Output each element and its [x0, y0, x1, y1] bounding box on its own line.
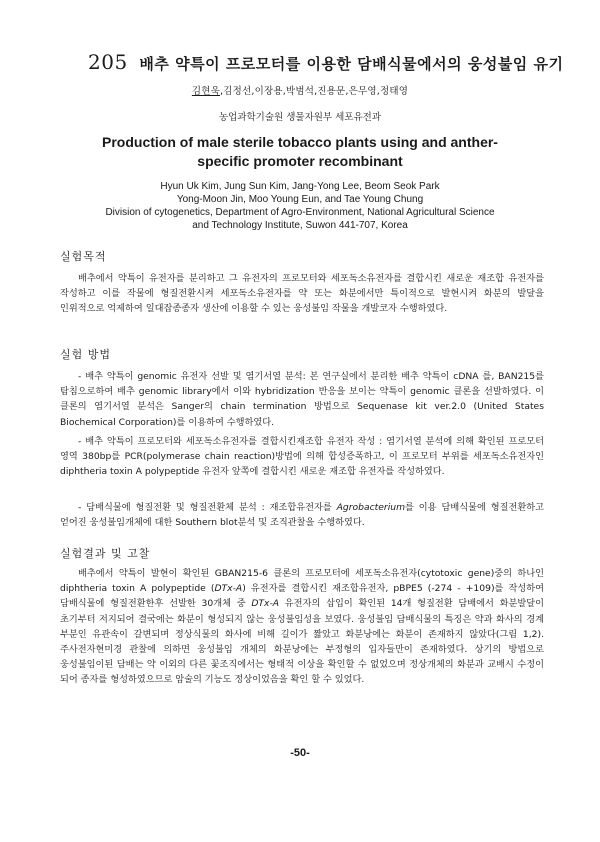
other-authors-kr: ,김정선,이장용,박범석,진용문,은무영,정태영	[220, 86, 409, 97]
results-italic-2: DTx-A	[251, 598, 280, 610]
methods-3-text-a: - 담배식물에 형질전환 및 형질전환체 분석 : 재조합유전자를	[78, 502, 337, 513]
english-affiliation-line1: Division of cytogenetics, Department of Agro-Environment, National Agricultural Science	[105, 207, 495, 218]
methods-paragraph-1: - 배추 약특이 genomic 유전자 선발 및 염기서열 분석: 본 연구실에서 분리한 배추 약특이 cDNA 를, BAN215를 탐침으로하여 배추 genomic library에서 이와 hybridization 반응을 보이는 약특이 genomic 클론을 선발하였다. 이 클론의 염기서열 분석은 Sanger의 chain termination 방법으로 Sequenase kit ver.2.0 (United States Biochemical Corporation)를 이용하여 수행하였다.	[60, 371, 544, 428]
results-text-3: 유전자의 삽입이 확인된 14개 형질전환 담배에서 화분발달이 초기부터 저지되어 결국에는 화분이 형성되지 않는 웅성불임성을 보였다. 웅성불임 담배식물의 특징은 약과 화사의 경계 부분인 유관속이 갈변되며 정상식물의 화사에 비해 길이가 짧았고 화분낭에는 화분이 존재하지 않았다(그림 1,2). 주사전자현미경 관찰에 의하면 웅성불임 개체의 화분낭에는 부정형의 입자들만이 존재하였다. 상기의 방법으로 웅성불임이된 담배는 약 이외의 다른 꽃조직에서는 형태적 이상을 확인할 수 없었으며 정상개체의 화분과 교배시 수정이 되어 종자를 형성하였으므로 암술의 기능도 정상이었음을 확인 할 수 있었다.	[60, 598, 545, 686]
abstract-number: 205	[88, 50, 128, 74]
korean-title	[88, 50, 564, 74]
korean-title-text: 배추 약특이 프로모터를 이용한 담배식물에서의 웅성불임 유기	[139, 55, 564, 73]
methods-paragraph-2: - 배추 약특이 프로모터와 세포독소유전자를 결합시킨재조합 유전자 작성 : 염기서열 분석에 의해 확인된 프로모터 영역 380bp를 PCR(polymerase chain reaction)방법에 의해 합성증폭하고, 이 프로모터 부위를 세포독소유전자인 diphtheria toxin A polypeptide 유전자 앞쪽에 결합시킨 새로운 재조합 유전자를 작성하였다.	[60, 436, 544, 478]
methods-paragraph-3	[60, 500, 544, 530]
results-text-1: 배추에서 약특이 발현이 확인된 GBAN215-6 클론의 프로모터에 세포독소유전자(cytotoxic gene)중의 하나인 diphtheria toxin A polypeptide (	[60, 568, 544, 595]
english-authors-line2: Yong-Moon Jin, Moo Young Eun, and Tae Young Chung	[176, 194, 424, 205]
english-affiliation-line2: and Technology Institute, Suwon 441-707, Korea	[192, 220, 408, 231]
english-title: Production of male sterile tobacco plants using and anther-specific promoter recombinant	[102, 134, 498, 169]
korean-authors	[0, 83, 600, 97]
english-authors-affiliation	[60, 180, 540, 232]
methods-3-text-b: 를 이용 담배식물에 형질전환하고 얻어진 웅성불임개체에 대한 Southern blot분석 및 조직관찰을 수행하였다.	[60, 502, 544, 529]
results-heading: 실험결과 및 고찰	[60, 547, 151, 560]
methods-heading: 실험 방법	[60, 348, 112, 361]
results-italic-1: DTx-A	[214, 583, 243, 595]
objective-paragraph: 배추에서 약특이 유전자를 분리하고 그 유전자의 프로모터와 세포독소유전자를 결합시킨 새로운 재조합 유전자를 작성하고 이를 작물에 형질전환시켜 세포독소유전자를 약 또는 화분에서만 특이적으로 발현시켜 화분의 발달을 인위적으로 억제하여 일대잡종종자 생산에 이용할 수 있는 웅성불임 작물을 개발코자 수행하였다.	[60, 273, 544, 315]
korean-affiliation: 농업과학기술원 생물자원부 세포유전과	[218, 112, 382, 123]
objective-heading: 실험목적	[60, 250, 107, 263]
first-author-kr: 김현욱	[191, 86, 221, 97]
results-paragraph	[60, 566, 544, 688]
results-text-2: ) 유전자를 결합시킨 재조합유전자, pBPE5 (-274 - +109)를 작성하여 담배식물에 형질전환한후 선발한 30개체 중	[60, 583, 545, 610]
methods-3-italic: Agrobacterium	[336, 502, 406, 513]
page-number: -50-	[290, 747, 310, 759]
english-authors-line1: Hyun Uk Kim, Jung Sun Kim, Jang-Yong Lee, Beom Seok Park	[160, 181, 440, 192]
